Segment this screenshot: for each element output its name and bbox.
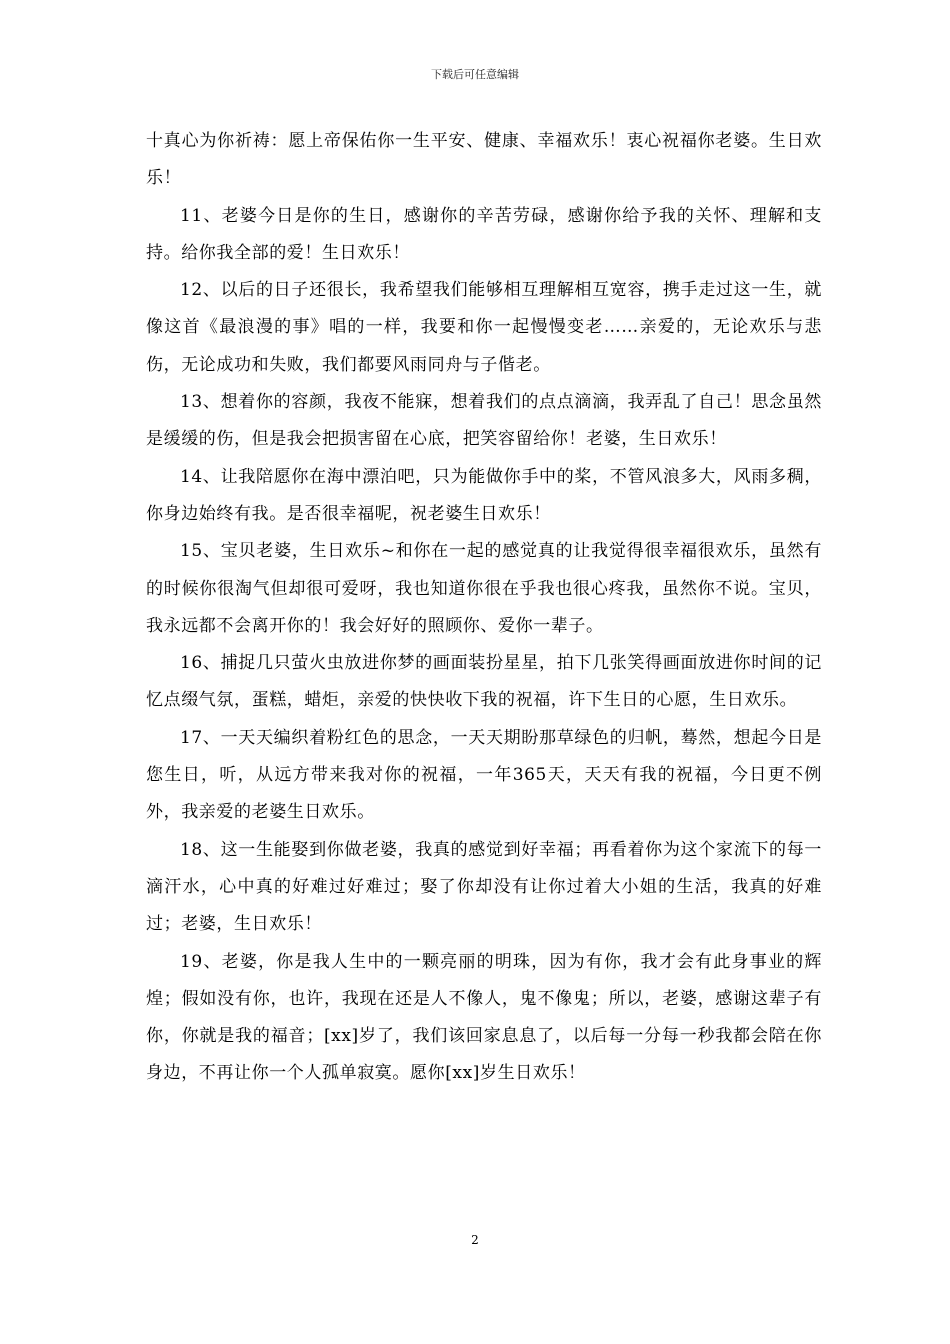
page-header: 下载后可任意编辑	[431, 68, 519, 81]
paragraph-19: 19、老婆，你是我人生中的一颗亮丽的明珠，因为有你，我才会有此身事业的辉煌；假如没有你，也许，我现在还是人不像人，鬼不像鬼；所以，老婆，感谢这辈子有你，你就是我的福音；[xx]岁了，我们该回家息息了，以后每一分每一秒我都会陪在你身边，不再让你一个人孤单寂寞。愿你[xx]岁生日欢乐！	[146, 951, 822, 1084]
document-body	[146, 123, 822, 1093]
paragraph-18: 18、这一生能娶到你做老婆，我真的感觉到好幸福；再看着你为这个家流下的每一滴汗水，心中真的好难过好难过；娶了你却没有让你过着大小姐的生活，我真的好难过；老婆，生日欢乐！	[146, 839, 822, 935]
paragraph-continuation: 十真心为你祈祷：愿上帝保佑你一生平安、健康、幸福欢乐！衷心祝福你老婆。生日欢乐！	[146, 131, 822, 189]
paragraph-14: 14、让我陪愿你在海中漂泊吧，只为能做你手中的桨，不管风浪多大，风雨多稠，你身边始终有我。是否很幸福呢，祝老婆生日欢乐！	[146, 466, 822, 524]
paragraph-17: 17、一天天编织着粉红色的思念，一天天期盼那草绿色的归帆，蓦然，想起今日是您生日，听，从远方带来我对你的祝福，一年365天，天天有我的祝福，今日更不例外，我亲爱的老婆生日欢乐。	[146, 727, 822, 823]
page-number: 2	[471, 1233, 479, 1247]
paragraph-15: 15、宝贝老婆，生日欢乐~和你在一起的感觉真的让我觉得很幸福很欢乐，虽然有的时候你很淘气但却很可爱呀，我也知道你很在乎我也很心疼我，虽然你不说。宝贝，我永远都不会离开你的！我会好好的照顾你、爱你一辈子。	[146, 541, 822, 636]
paragraph-16: 16、捕捉几只萤火虫放进你梦的画面装扮星星，拍下几张笑得画面放进你时间的记忆点缀气氛，蛋糕，蜡炬，亲爱的快快收下我的祝福，许下生日的心愿，生日欢乐。	[146, 653, 822, 711]
paragraph-12: 12、以后的日子还很长，我希望我们能够相互理解相互宽容，携手走过这一生，就像这首《最浪漫的事》唱的一样，我要和你一起慢慢变老……亲爱的，无论欢乐与悲伤，无论成功和失败，我们都要风雨同舟与子偕老。	[146, 280, 822, 375]
paragraph-13: 13、想着你的容颜，我夜不能寐，想着我们的点点滴滴，我弄乱了自己！思念虽然是缓缓的伤，但是我会把损害留在心底，把笑容留给你！老婆，生日欢乐！	[146, 392, 822, 450]
paragraph-11: 11、老婆今日是你的生日，感谢你的辛苦劳碌，感谢你给予我的关怀、理解和支持。给你我全部的爱！生日欢乐！	[146, 205, 822, 263]
